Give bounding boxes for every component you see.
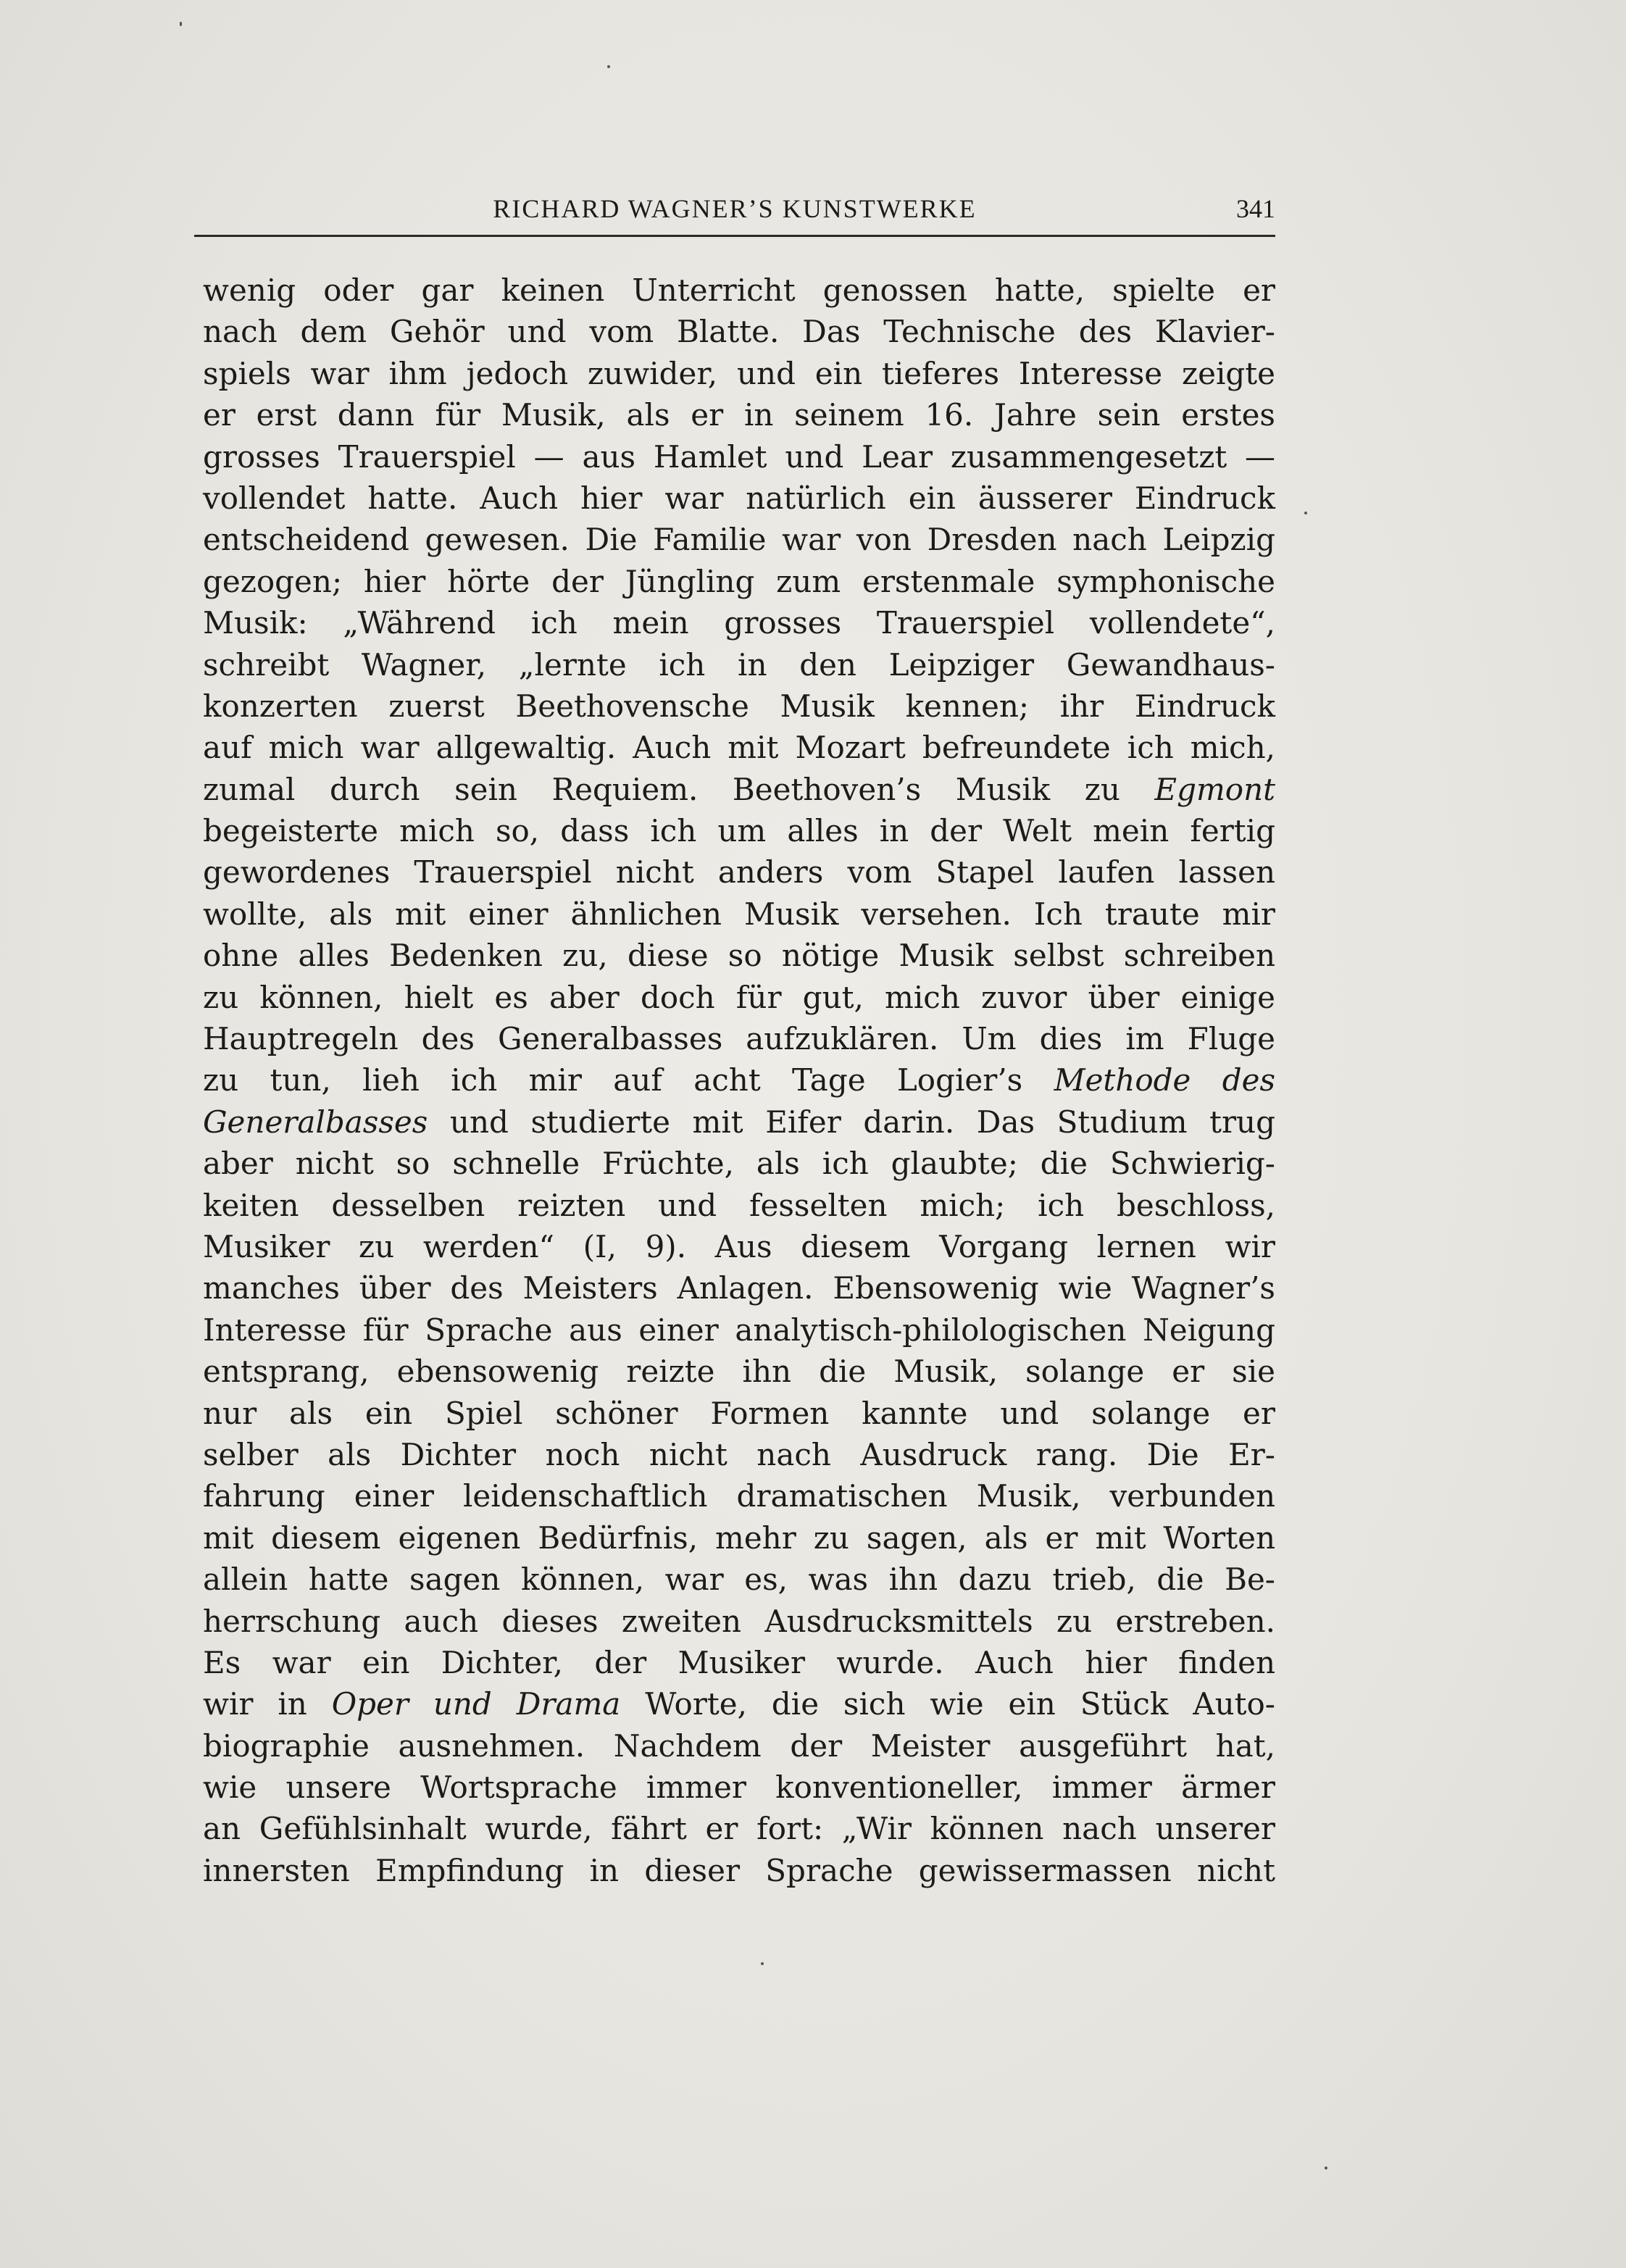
text-line xyxy=(203,1475,1275,1517)
text-segment: biographie ausnehmen. Nachdem der Meister ausgeführt hat, xyxy=(203,1727,1275,1764)
text-segment: auf mich war allgewaltig. Auch mit Mozart befreundete ich mich, xyxy=(203,730,1275,766)
text-segment: fahrung einer leidenschaftlich dramatischen Musik, verbunden xyxy=(203,1478,1275,1514)
running-title: RICHARD WAGNER’S KUNSTWERKE xyxy=(493,194,977,223)
italic-title: Generalbasses xyxy=(203,1104,428,1140)
text-segment: schreibt Wagner, „lernte ich in den Leipziger Gewandhaus- xyxy=(203,646,1275,683)
scan-speck xyxy=(1304,512,1307,514)
text-line xyxy=(203,602,1275,643)
text-segment: er erst dann für Musik, als er in seinem 16. Jahre sein erstes xyxy=(203,397,1275,433)
text-line xyxy=(203,1226,1275,1267)
text-line xyxy=(203,1101,1275,1143)
text-line xyxy=(203,1808,1275,1849)
text-line xyxy=(203,769,1275,810)
text-line xyxy=(203,1018,1275,1059)
text-line xyxy=(203,1767,1275,1808)
text-line xyxy=(203,810,1275,851)
text-segment: zu können, hielt es aber doch für gut, mich zuvor über einige xyxy=(203,979,1275,1015)
text-line xyxy=(203,1683,1275,1725)
scan-speck xyxy=(180,22,182,26)
text-line xyxy=(203,1850,1275,1891)
text-line xyxy=(203,727,1275,768)
text-segment: wie unsere Wortsprache immer konventioneller, immer ärmer xyxy=(203,1769,1275,1806)
text-line xyxy=(203,311,1275,352)
text-segment: gezogen; hier hörte der Jüngling zum erstenmale symphonische xyxy=(203,563,1275,599)
text-segment: ohne alles Bedenken zu, diese so nötige Musik selbst schreiben xyxy=(203,938,1275,974)
italic-title: Oper und Drama xyxy=(331,1686,621,1722)
text-segment: Es war ein Dichter, der Musiker wurde. Auch hier finden xyxy=(203,1644,1275,1680)
text-line xyxy=(203,1393,1275,1434)
text-segment: wir in xyxy=(203,1686,332,1722)
text-segment: keiten desselben reizten und fesselten mich; ich beschloss, xyxy=(203,1187,1275,1223)
text-segment: selber als Dichter noch nicht nach Ausdruck rang. Die Er- xyxy=(203,1436,1275,1472)
text-line xyxy=(203,1185,1275,1226)
text-line xyxy=(203,270,1275,311)
text-line xyxy=(203,1517,1275,1559)
text-segment: wenig oder gar keinen Unterricht genossen hatte, spielte er xyxy=(203,272,1275,308)
text-segment: nur als ein Spiel schöner Formen kannte und solange er xyxy=(203,1395,1275,1431)
text-segment: gewordenes Trauerspiel nicht anders vom Stapel laufen lassen xyxy=(203,854,1275,891)
text-segment: Hauptregeln des Generalbasses aufzuklären. Um dies im Fluge xyxy=(203,1021,1275,1057)
header-rule xyxy=(194,235,1275,237)
text-line xyxy=(203,436,1275,478)
body-text xyxy=(203,270,1275,1891)
italic-title: Methode des xyxy=(1054,1062,1275,1098)
text-line xyxy=(203,1351,1275,1392)
text-segment: spiels war ihm jedoch zuwider, und ein tieferes Interesse zeigte xyxy=(203,355,1275,391)
text-segment: nach dem Gehör und vom Blatte. Das Technische des Klavier- xyxy=(203,314,1275,350)
text-segment: zumal durch sein Requiem. Beethoven’s Musik zu xyxy=(203,771,1155,807)
text-line xyxy=(203,1559,1275,1600)
text-line xyxy=(203,353,1275,394)
text-line xyxy=(203,935,1275,976)
text-segment: herrschung auch dieses zweiten Ausdrucksmittels zu erstreben. xyxy=(203,1603,1275,1639)
text-line xyxy=(203,644,1275,685)
text-segment: an Gefühlsinhalt wurde, fährt er fort: „Wir können nach unserer xyxy=(203,1811,1275,1847)
running-head xyxy=(194,187,1275,230)
text-segment: allein hatte sagen können, war es, was ihn dazu trieb, die Be- xyxy=(203,1562,1275,1598)
text-line xyxy=(203,1143,1275,1184)
text-segment: aber nicht so schnelle Früchte, als ich glaubte; die Schwierig- xyxy=(203,1146,1275,1182)
text-segment: zu tun, lieh ich mir auf acht Tage Logier’s xyxy=(203,1062,1054,1098)
scan-speck xyxy=(761,1962,764,1965)
text-segment: innersten Empfindung in dieser Sprache gewissermassen nicht xyxy=(203,1852,1275,1888)
text-line xyxy=(203,394,1275,435)
text-line xyxy=(203,893,1275,935)
text-line xyxy=(203,685,1275,727)
text-line xyxy=(203,478,1275,519)
text-segment: grosses Trauerspiel — aus Hamlet und Lear zusammengesetzt — xyxy=(203,438,1275,475)
text-line xyxy=(203,561,1275,602)
text-segment: vollendet hatte. Auch hier war natürlich ein äusserer Eindruck xyxy=(203,480,1275,516)
text-segment: entscheidend gewesen. Die Familie war von Dresden nach Leipzig xyxy=(203,522,1275,558)
text-line xyxy=(203,1601,1275,1642)
scan-speck xyxy=(1325,2167,1327,2169)
scan-speck xyxy=(607,65,610,68)
text-segment: und studierte mit Eifer darin. Das Studium trug xyxy=(428,1104,1275,1140)
text-segment: konzerten zuerst Beethovensche Musik kennen; ihr Eindruck xyxy=(203,688,1275,724)
text-segment: Musiker zu werden“ (I, 9). Aus diesem Vorgang lernen wir xyxy=(203,1228,1275,1264)
text-segment: entsprang, ebensowenig reizte ihn die Musik, solange er sie xyxy=(203,1354,1275,1390)
text-line xyxy=(203,1642,1275,1683)
text-line xyxy=(203,1434,1275,1475)
text-line xyxy=(203,519,1275,560)
text-line xyxy=(203,977,1275,1018)
text-line xyxy=(203,1059,1275,1101)
text-segment: Musik: „Während ich mein grosses Trauerspiel vollendete“, xyxy=(203,605,1275,641)
text-segment: Interesse für Sprache aus einer analytisch-philologischen Neigung xyxy=(203,1312,1275,1348)
text-line xyxy=(203,851,1275,893)
text-segment: manches über des Meisters Anlagen. Ebensowenig wie Wagner’s xyxy=(203,1270,1275,1306)
text-segment: mit diesem eigenen Bedürfnis, mehr zu sagen, als er mit Worten xyxy=(203,1519,1275,1556)
text-line xyxy=(203,1309,1275,1351)
italic-title: Egmont xyxy=(1154,771,1275,807)
text-segment: Worte, die sich wie ein Stück Auto- xyxy=(620,1686,1275,1722)
text-line xyxy=(203,1267,1275,1309)
text-line xyxy=(203,1725,1275,1767)
text-segment: begeisterte mich so, dass ich um alles in der Welt mein fertig xyxy=(203,813,1275,849)
page-number: 341 xyxy=(1236,194,1275,223)
text-segment: wollte, als mit einer ähnlichen Musik versehen. Ich traute mir xyxy=(203,896,1275,932)
